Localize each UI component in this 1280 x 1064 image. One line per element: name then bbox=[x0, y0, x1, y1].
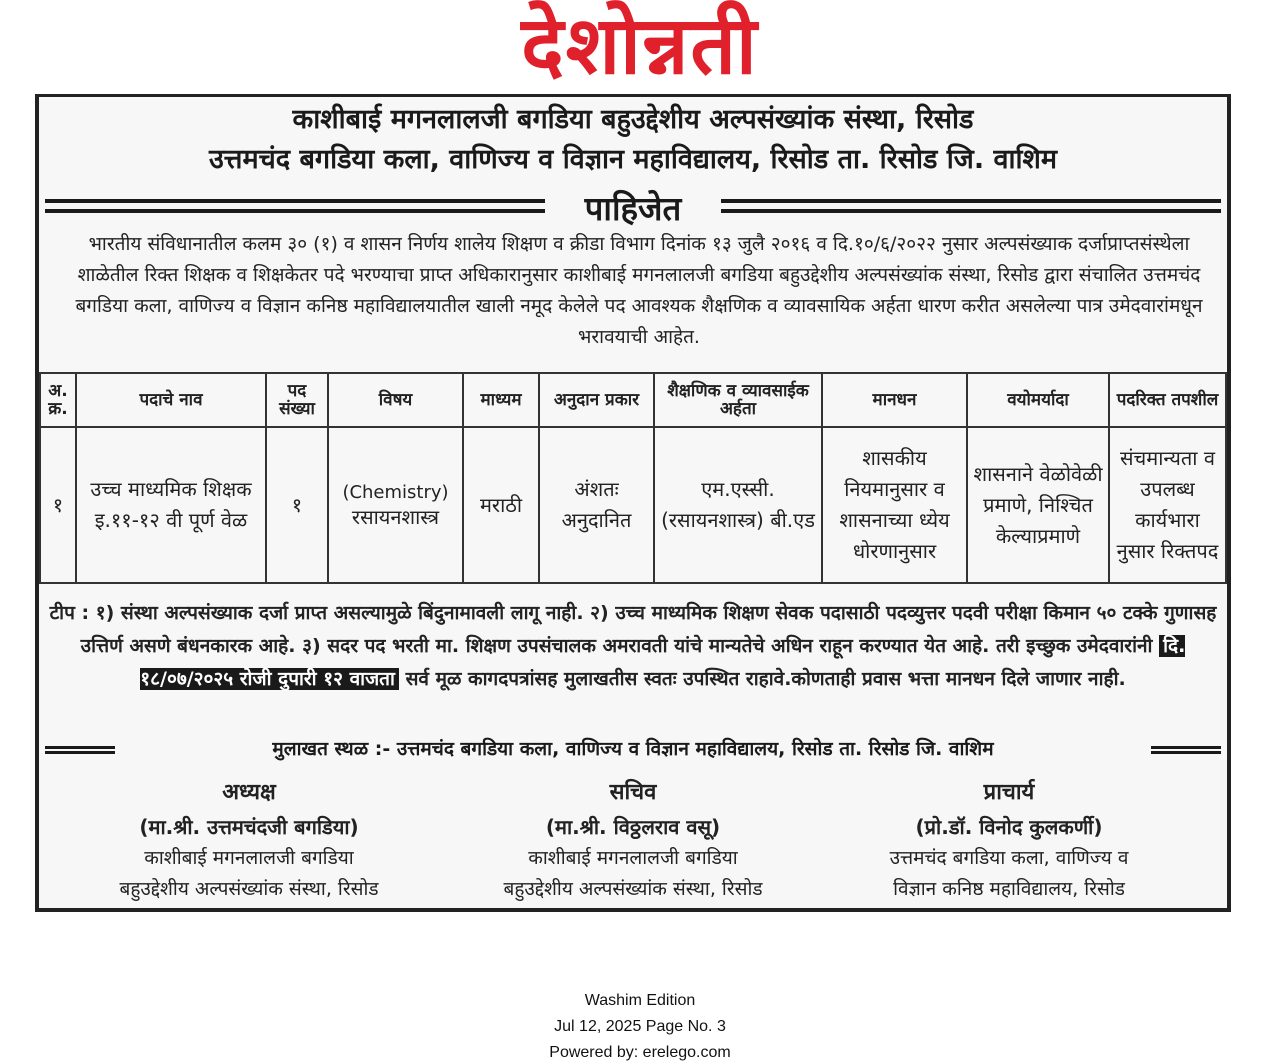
signatory-secretary bbox=[443, 775, 823, 905]
header-post: पदाचे नाव bbox=[76, 373, 266, 427]
signatory-president bbox=[59, 775, 439, 905]
college-name: उत्तमचंद बगडिया कला, वाणिज्य व विज्ञान महाविद्यालय, रिसोड ता. रिसोड जि. वाशिम bbox=[209, 144, 1057, 175]
notes-paragraph bbox=[49, 597, 1217, 696]
signatory-name: (मा.श्री. विठ्ठलराव वसू) bbox=[545, 815, 721, 839]
signatory-org: विज्ञान कनिष्ठ महाविद्यालय, रिसोड bbox=[893, 878, 1125, 900]
masthead-title: देशोन्नती bbox=[521, 0, 759, 92]
subject-marathi: रसायनशास्त्र bbox=[351, 505, 440, 529]
table-row bbox=[40, 427, 1226, 583]
wanted-heading-bar bbox=[45, 189, 1221, 228]
cell-post: उच्च माध्यमिक शिक्षक इ.११-१२ वी पूर्ण वेळ bbox=[76, 427, 266, 583]
header-medium: माध्यम bbox=[463, 373, 539, 427]
cell-age: शासनाने वेळोवेळी प्रमाणे, निश्चित केल्याप्रमाणे bbox=[967, 427, 1109, 583]
header-count: पद संख्या bbox=[266, 373, 328, 427]
signatory-principal bbox=[819, 775, 1199, 905]
organization-name: काशीबाई मगनलालजी बगडिया बहुउद्देशीय अल्पसंख्यांक संस्था, रिसोड bbox=[292, 104, 974, 135]
signatory-org: बहुउद्देशीय अल्पसंख्यांक संस्था, रिसोड bbox=[119, 878, 379, 900]
signatory-title: अध्यक्ष bbox=[222, 780, 276, 805]
cell-qualification: एम.एस्सी. (रसायनशास्त्र) बी.एड bbox=[654, 427, 822, 583]
cell-vacancy: संचमान्यता व उपलब्ध कार्यभारा नुसार रिक्तपद bbox=[1109, 427, 1226, 583]
cell-count: १ bbox=[266, 427, 328, 583]
cell-grant: अंशतः अनुदानित bbox=[539, 427, 654, 583]
signatory-name: (प्रो.डॉ. विनोद कुलकर्णी) bbox=[915, 815, 1103, 839]
header-grant: अनुदान प्रकार bbox=[539, 373, 654, 427]
cell-medium: मराठी bbox=[463, 427, 539, 583]
notes-text: टीप : १) संस्था अल्पसंख्याक दर्जा प्राप्त असल्यामुळे बिंदुनामावली लागू नाही. २) उच्च माध्यमिक शिक्षण सेवक पदासाठी पदव्युत्तर पदवी परीक्षा किमान ५० टक्के गुणासह उत्तिर्ण असणे बंधनकारक आहे. ३) सदर पद भरती मा. शिक्षण उपसंचालक अमरावती यांचे मान्यतेचे अधिन राहून करण्यात येत आहे. तरी इच्छुक उमेदवारांनी bbox=[49, 602, 1217, 657]
wanted-heading: पाहिजेत bbox=[584, 189, 682, 228]
signatory-title: प्राचार्य bbox=[983, 780, 1035, 805]
job-advertisement bbox=[35, 94, 1231, 912]
cell-sr: १ bbox=[40, 427, 76, 583]
footer-edition: Washim Edition bbox=[584, 992, 696, 1009]
signatory-org: उत्तमचंद बगडिया कला, वाणिज्य व bbox=[889, 847, 1129, 869]
notes-text-end: सर्व मूळ कागदपत्रांसह मुलाखतीस स्वतः उपस्थित राहावे.कोणताही प्रवास भत्ता मानधन दिले जाणार नाही. bbox=[405, 668, 1126, 690]
venue-divider-left bbox=[45, 746, 115, 754]
cell-salary: शासकीय नियमानुसार व शासनाच्या ध्येय धोरणानुसार bbox=[822, 427, 967, 583]
venue-bar bbox=[45, 734, 1221, 764]
footer-powered-by: Powered by: erelego.com bbox=[549, 1044, 731, 1061]
newspaper-masthead bbox=[0, 0, 1280, 95]
interview-venue: मुलाखत स्थळ :- उत्तमचंद बगडिया कला, वाणिज्य व विज्ञान महाविद्यालय, रिसोड ता. रिसोड जि. वाशिम bbox=[272, 738, 994, 760]
vacancy-table bbox=[39, 372, 1227, 584]
signatory-title: सचिव bbox=[609, 780, 657, 805]
table-header-row bbox=[40, 373, 1226, 427]
signatory-org: बहुउद्देशीय अल्पसंख्यांक संस्था, रिसोड bbox=[503, 878, 763, 900]
header-subject: विषय bbox=[328, 373, 463, 427]
signatory-org: काशीबाई मगनलालजी बगडिया bbox=[528, 847, 738, 869]
header-vacancy: पदरिक्त तपशील bbox=[1109, 373, 1226, 427]
subject-english: (Chemistry) bbox=[342, 482, 449, 503]
footer-date-page: Jul 12, 2025 Page No. 3 bbox=[554, 1018, 726, 1035]
signatory-name: (मा.श्री. उत्तमचंदजी बगडिया) bbox=[139, 815, 359, 839]
venue-divider-right bbox=[1151, 746, 1221, 754]
header-sr: अ. क्र. bbox=[40, 373, 76, 427]
intro-paragraph: भारतीय संविधानातील कलम ३० (१) व शासन निर्णय शालेय शिक्षण व क्रीडा विभाग दिनांक १३ जुलै २०१६ व दि.१०/६/२०२२ नुसार अल्पसंख्याक दर्जाप्राप्तसंस्थेला शाळेतील रिक्त शिक्षक व शिक्षकेतर पदे भरण्याचा प्राप्त अधिकारानुसार काशीबाई मगनलालजी बगडिया बहुउद्देशीय अल्पसंख्यांक संस्था, रिसोड द्वारा संचालित उत्तमचंद बगडिया कला, वाणिज्य व विज्ञान कनिष्ठ महाविद्यालयातील खाली नमूद केलेले पद आवश्यक शैक्षणिक व व्यावसायिक अर्हता धारण करीत असलेल्या पात्र उमेदवारांमधून भरावयाची आहेत. bbox=[75, 233, 1203, 348]
header-salary: मानधन bbox=[822, 373, 967, 427]
signatory-org: काशीबाई मगनलालजी बगडिया bbox=[144, 847, 354, 869]
interview-date-highlight: दि. १८/०७/२०२५ रोजी दुपारी १२ वाजता bbox=[140, 635, 1186, 690]
header-qualification: शैक्षणिक व व्यावसाईक अर्हता bbox=[654, 373, 822, 427]
cell-subject bbox=[328, 427, 463, 583]
header-age: वयोमर्यादा bbox=[967, 373, 1109, 427]
